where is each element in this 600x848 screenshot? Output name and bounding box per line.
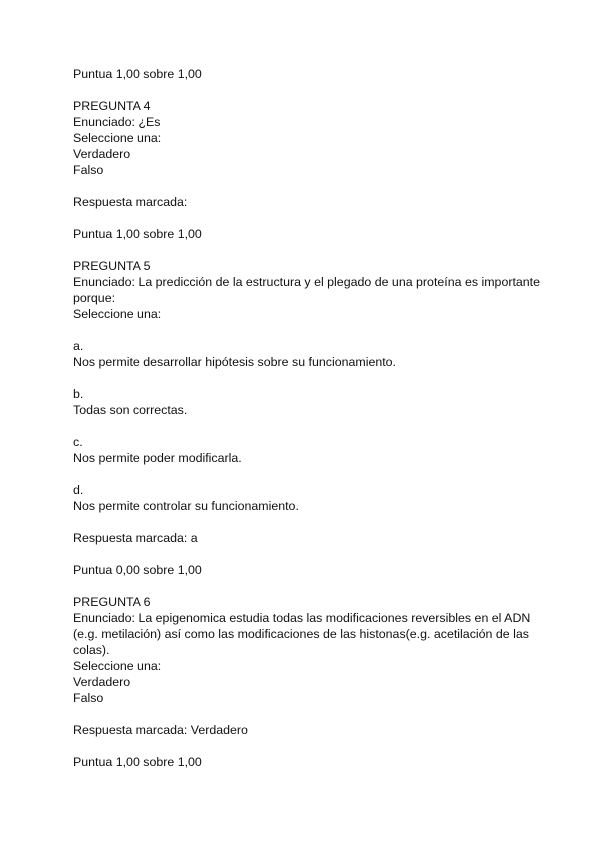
score-text: Puntua 1,00 sobre 1,00 (73, 67, 202, 81)
question-title: PREGUNTA 5 (73, 259, 151, 273)
option-text: Nos permite poder modificarla. (73, 451, 242, 465)
option-verdadero: Verdadero (73, 675, 131, 689)
option-falso: Falso (73, 691, 104, 705)
option-text: Nos permite controlar su funcionamiento. (73, 499, 299, 513)
question-5 (73, 258, 543, 578)
option-letter: d. (73, 483, 84, 497)
question-statement: Enunciado: ¿Es (73, 115, 161, 129)
question-title: PREGUNTA 6 (73, 595, 151, 609)
marked-answer: Respuesta marcada: Verdadero (73, 723, 248, 737)
option-verdadero: Verdadero (73, 147, 131, 161)
marked-answer: Respuesta marcada: a (73, 531, 198, 545)
question-statement: Enunciado: La predicción de la estructura y el plegado de una proteína es importante porque: (73, 275, 541, 305)
score-text: Puntua 1,00 sobre 1,00 (73, 227, 202, 241)
option-falso: Falso (73, 163, 104, 177)
score-text: Puntua 0,00 sobre 1,00 (73, 563, 202, 577)
option-letter: b. (73, 387, 84, 401)
option-text: Todas son correctas. (73, 403, 188, 417)
question-statement: Enunciado: La epigenomica estudia todas las modificaciones reversibles en el ADN (e.g. metilación) así como las modificaciones de las histonas(e.g. acetilación de las colas). (73, 611, 531, 657)
option-text: Nos permite desarrollar hipótesis sobre su funcionamiento. (73, 355, 397, 369)
marked-answer: Respuesta marcada: (73, 195, 188, 209)
select-prompt: Seleccione una: (73, 131, 162, 145)
option-letter: a. (73, 339, 84, 353)
select-prompt: Seleccione una: (73, 659, 162, 673)
score-text: Puntua 1,00 sobre 1,00 (73, 755, 202, 769)
document-page (73, 66, 543, 770)
question-title: PREGUNTA 4 (73, 99, 151, 113)
option-letter: c. (73, 435, 83, 449)
question-4 (73, 98, 543, 242)
select-prompt: Seleccione una: (73, 307, 162, 321)
question-6 (73, 594, 543, 770)
